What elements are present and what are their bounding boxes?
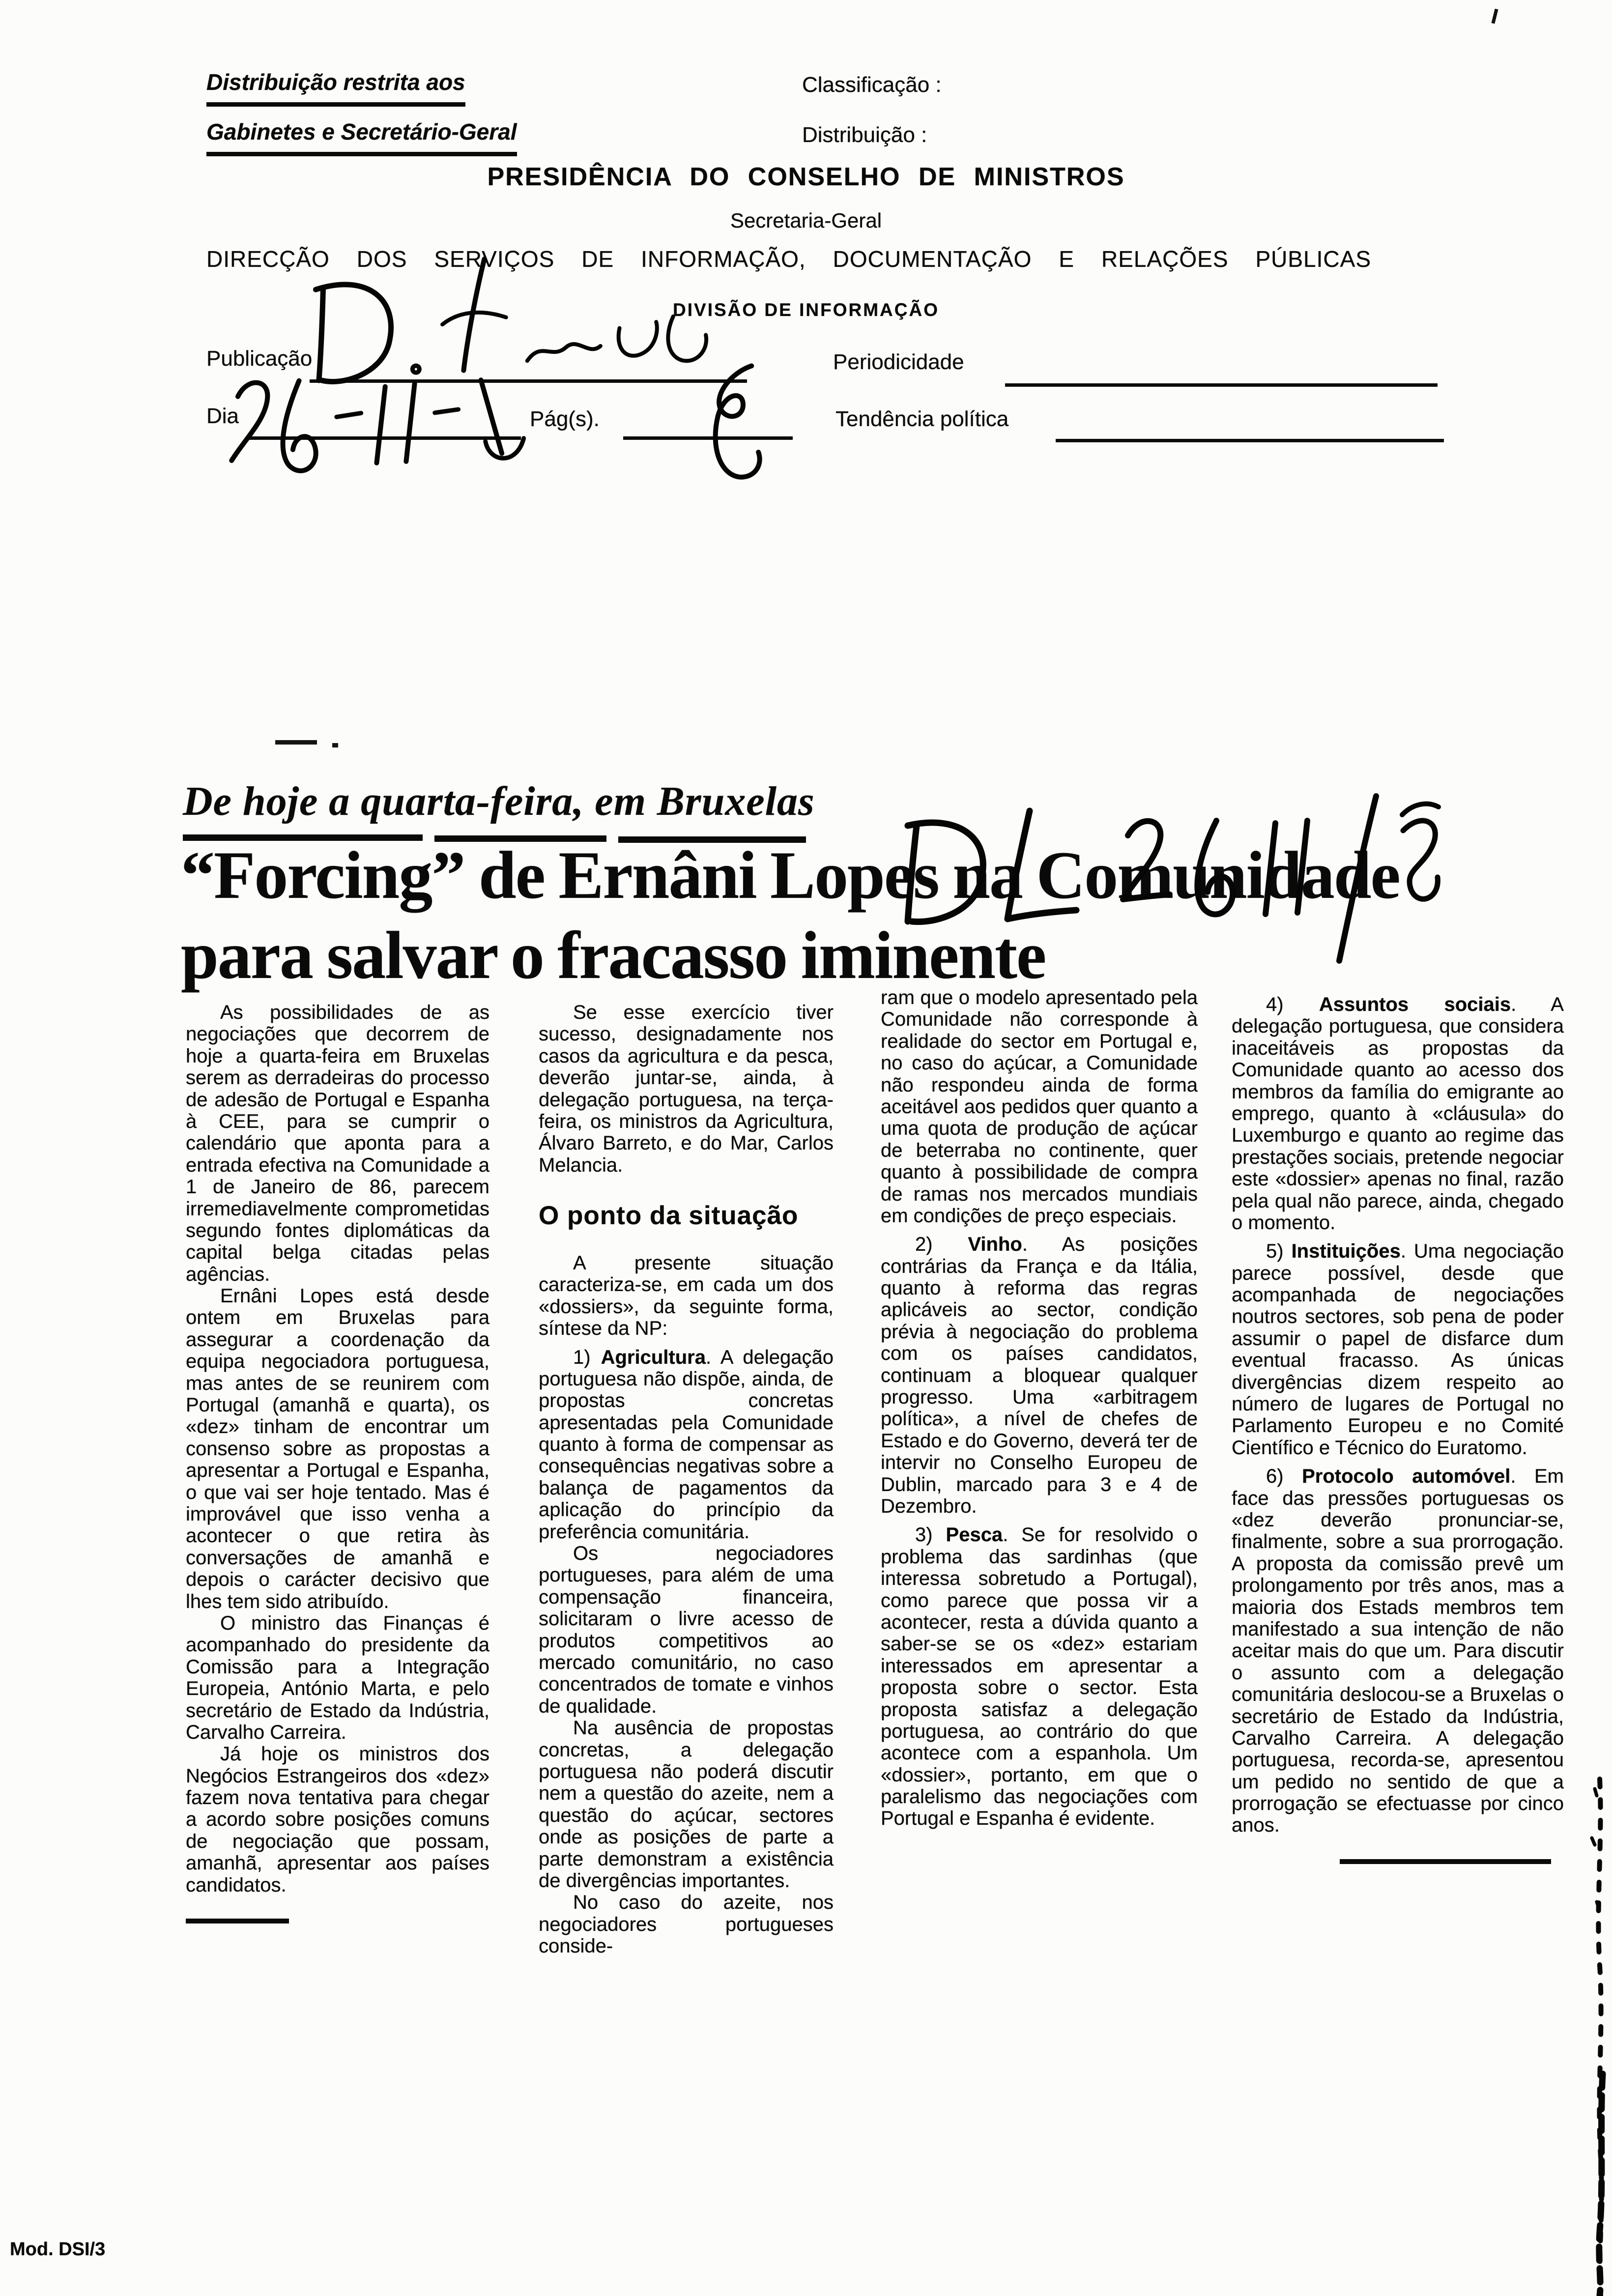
handwriting-headline-annotation bbox=[882, 752, 1447, 963]
article-paragraph: 4) Assuntos sociais. A delegação portuguesa, que considera inaceitáveis as propostas da Comunidade quanto ao acesso dos membros da família do emigrante ao emprego, quanto à «cláusula» do Luxemburgo e quanto ao regime das prestações sociais, pretende negociar este «dossier» apenas no final, razão pela qual não parece, ainda, chegado o momento. bbox=[1232, 994, 1564, 1234]
article-paragraph: 2) Vinho. As posições contrárias da França e da Itália, quanto à reforma das regras aplicáveis ao sector, condição prévia à negociação do problema com os países candidatos, continuam a bloquear qualquer progresso. Uma «arbitragem política», a nível de chefes de Estado e do Governo, deverá ter de intervir no Conselho Europeu de Dublin, marcado para 3 e 4 de Dezembro. bbox=[881, 1234, 1198, 1517]
model-reference: Mod. DSI/3 bbox=[10, 2239, 106, 2260]
paragraph-bold-lead: Vinho bbox=[968, 1234, 1022, 1256]
headline-line-1: “Forcing” de Ernâni Lopes na Comunidade bbox=[181, 837, 1400, 913]
corner-pen-tick bbox=[1491, 9, 1498, 24]
org-title: PRESIDÊNCIA DO CONSELHO DE MINISTROS bbox=[487, 163, 1125, 191]
article-paragraph: Se esse exercício tiver sucesso, designadamente nos casos da agricultura e da pesca, deverão juntar-se, ainda, à delegação portuguesa, na terça-feira, os ministros da Agricultura, Álvaro Barreto, e do Mar, Carlos Melancia. bbox=[539, 1002, 834, 1176]
article-paragraph: 3) Pesca. Se for resolvido o problema das sardinhas (que interessa sobretudo a Portugal), como parece que possa vir a acontecer, resta a dúvida quanto a saber-se se os «dez» estariam interessados em apresentar a proposta sobre o sector. Esta proposta satisfaz a delegação portuguesa, ao contrário do que acontece com a espanhola. Um «dossier», portanto, em que o paralelismo das negociações com Portugal e Espanha é evidente. bbox=[881, 1524, 1198, 1830]
article-paragraph: ram que o modelo apresentado pela Comunidade não corresponde à realidade do sector em Portugal e, no caso do açúcar, a Comunidade não respondeu ainda de forma aceitável aos pedidos quer quanto a uma quota de produção de açúcar de beterraba no continente, quer quanto à possibilidade de compra de ramas nos mercados mundiais em condições de preço especiais. bbox=[881, 987, 1198, 1227]
org-subtitle: Secretaria-Geral bbox=[730, 209, 882, 232]
stray-dot-mark bbox=[332, 743, 338, 747]
org-department: DIRECÇÃO DOS SERVIÇOS DE INFORMAÇÃO, DOCUMENTAÇÃO E RELAÇÕES PÚBLICAS bbox=[206, 246, 1371, 272]
article-end-rule bbox=[1340, 1859, 1551, 1864]
paragraph-bold-lead: Protocolo automóvel bbox=[1302, 1465, 1511, 1488]
classification-label: Classificação : bbox=[802, 73, 942, 97]
article-column-4 bbox=[1232, 987, 1564, 1864]
restricted-line-2: Gabinetes e Secretário-Geral bbox=[206, 118, 517, 156]
article-column-2 bbox=[539, 1002, 834, 1957]
article-paragraph: As possibilidades de as negociações que decorrem de hoje a quarta-feira em Bruxelas serem as derradeiras do processo de adesão de Portugal e Espanha à CEE, para se cumprir o calendário que aponta para a entrada efectiva na Comunidade a 1 de Janeiro de 86, parecem irremediavelmente comprometidas segundo fontes diplomáticas da capital belga citadas pelas agências. bbox=[186, 1002, 489, 1285]
article-paragraph: Na ausência de propostas concretas, a delegação portuguesa não poderá discutir nem a questão do azeite, nem a questão do açúcar, sectores onde as posições de parte a parte demonstram a existência de divergências importantes. bbox=[539, 1717, 834, 1892]
article-paragraph: 1) Agricultura. A delegação portuguesa não dispõe, ainda, de propostas concretas apresentadas pela Comunidade quanto à forma de compensar as consequências negativas sobre a balança de pagamentos da aplicação do princípio da preferência comunitária. bbox=[539, 1346, 834, 1543]
day-label: Dia bbox=[206, 404, 239, 428]
margin-pen-streak bbox=[1585, 1779, 1612, 2296]
tendency-write-line bbox=[1056, 439, 1444, 442]
org-division: DIVISÃO DE INFORMAÇÃO bbox=[673, 300, 939, 320]
article-kicker: De hoje a quarta-feira, em Bruxelas bbox=[183, 778, 815, 824]
article-paragraph: Já hoje os ministros dos Negócios Estrangeiros dos «dez» fazem nova tentativa para chegar a acordo sobre posições comuns de negociação que possam, amanhã, apresentar aos países candidatos. bbox=[186, 1743, 489, 1896]
article-paragraph: Ernâni Lopes está desde ontem em Bruxelas para assegurar a coordenação da equipa negociadora portuguesa, mas antes de se reunirem com Portugal (amanhã e quarta), os «dez» tinham de encontrar um consenso sobre as propostas a apresentar a Portugal e Espanha, o que vai ser hoje tentado. Mas é improvável que isso venha a acontecer o que retira às conversações de amanhã e depois o carácter decisivo que lhes tem sido atribuído. bbox=[186, 1285, 489, 1612]
handwriting-pages-value bbox=[683, 351, 777, 499]
article-subhead: O ponto da situação bbox=[539, 1201, 799, 1231]
article-paragraph: 5) Instituições. Uma negociação parece possível, desde que acompanhada de negociações noutros sectores, sob pena de poder assumir o papel de disfarce dum eventual fracasso. As únicas divergências dizem respeito ao número de lugares de Portugal no Parlamento Europeu e no Comité Científico e Técnico do Euratomo. bbox=[1232, 1240, 1564, 1459]
restricted-line-1: Distribuição restrita aos bbox=[206, 69, 465, 107]
periodicity-label: Periodicidade bbox=[833, 350, 964, 374]
article-paragraph: A presente situação caracteriza-se, em cada um dos «dossiers», da seguinte forma, síntese da NP: bbox=[539, 1252, 834, 1340]
pages-label: Pág(s). bbox=[530, 407, 600, 431]
article-paragraph: O ministro das Finanças é acompanhado do presidente da Comissão para a Integração Europeia, António Marta, e pelo secretário de Estado da Indústria, Carvalho Carreira. bbox=[186, 1612, 489, 1743]
article-column-3 bbox=[881, 987, 1198, 1830]
article-paragraph: Os negociadores portugueses, para além de uma compensação financeira, solicitaram o livre acesso de produtos competitivos ao mercado comunitário, no caso concentrados de tomate e vinhos de qualidade. bbox=[539, 1543, 834, 1717]
periodicity-write-line bbox=[1005, 383, 1438, 387]
article-paragraph: 6) Protocolo automóvel. Em face das pressões portuguesas os «dez deverão pronunciar-se, finalmente, sobre a sua prorrogação. A proposta da comissão prevê um prolongamento por três anos, mas a maioria dos Estads membros tem manifestado a sua intenção de não aceitar mais do que um. Para discutir o assunto com a delegação comunitária deslocou-se a Bruxelas o secretário de Estado da Indústria, Carvalho Carreira. A delegação portuguesa, recorda-se, apresentou um pedido no sentido de que a prorrogação se efectuasse por cinco anos. bbox=[1232, 1465, 1564, 1837]
paragraph-bold-lead: Instituições bbox=[1291, 1240, 1401, 1263]
headline-line-2: para salvar o fracasso iminente bbox=[181, 917, 1046, 993]
stray-dash-mark bbox=[275, 740, 317, 745]
distribution-label: Distribuição : bbox=[802, 123, 927, 147]
article-paragraph: No caso do azeite, nos negociadores portugueses conside- bbox=[539, 1892, 834, 1957]
paragraph-bold-lead: Agricultura bbox=[601, 1346, 706, 1368]
paragraph-bold-lead: Assuntos sociais bbox=[1319, 994, 1511, 1015]
restricted-distribution-note bbox=[206, 69, 517, 168]
article-column-1 bbox=[186, 1002, 489, 1923]
handwriting-day-value bbox=[213, 362, 539, 483]
article-end-rule bbox=[186, 1919, 289, 1923]
publication-label: Publicação bbox=[206, 346, 313, 371]
paragraph-bold-lead: Pesca bbox=[946, 1524, 1003, 1546]
tendency-label: Tendência política bbox=[835, 407, 1009, 431]
